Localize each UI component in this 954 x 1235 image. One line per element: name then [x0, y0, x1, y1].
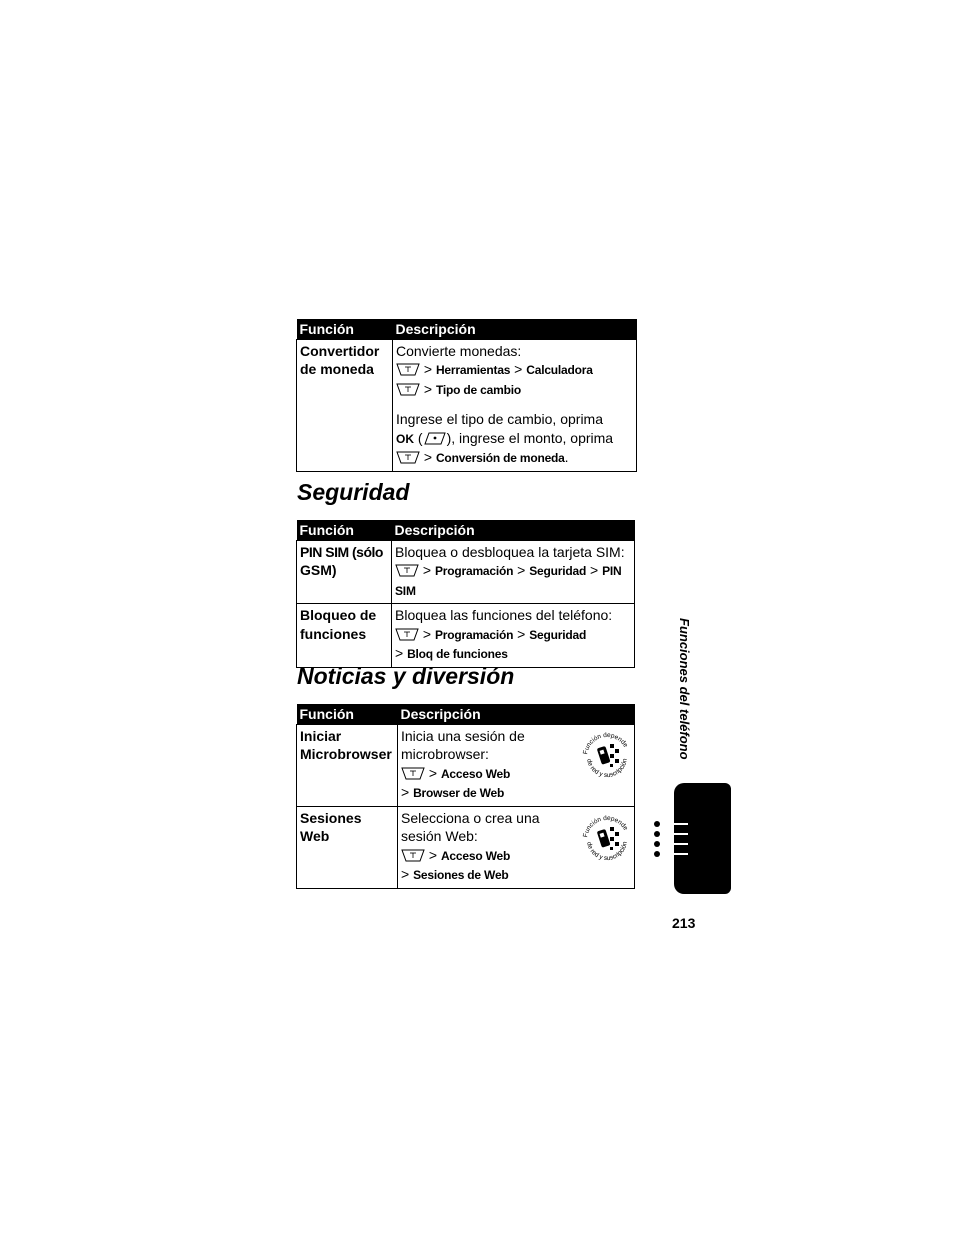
menu-path: > Bloq de funciones: [395, 645, 508, 661]
header-description: Descripción: [393, 319, 637, 339]
svg-text:de red y suscripción: de red y suscripción: [585, 840, 629, 862]
menu-path: [396, 380, 633, 400]
description-text: Bloquea las funciones del teléfono:: [395, 607, 613, 623]
menu-path: > Programación > Seguridad > PIN SIM: [395, 562, 622, 598]
header-function: Función: [297, 704, 398, 724]
instruction-text: Ingrese el tipo de cambio, oprima: [396, 411, 603, 427]
table-row: [297, 604, 635, 668]
header-description: Descripción: [392, 520, 635, 540]
function-cell: [297, 724, 398, 806]
section-title-noticias: Noticias y diversión: [297, 663, 515, 689]
function-name: Convertidor: [300, 342, 380, 359]
menu-path: > Programación > Seguridad: [395, 625, 631, 645]
function-name: de moneda: [300, 361, 374, 377]
menu-item: Programación: [434, 627, 514, 642]
description-cell: [398, 724, 635, 806]
function-name: GSM): [300, 562, 337, 578]
menu-key-icon: [396, 363, 420, 376]
description-cell: [392, 604, 635, 668]
chapter-side-label: Funciones del teléfono: [677, 618, 692, 760]
menu-item: Seguridad: [529, 564, 587, 578]
path-separator: >: [423, 380, 433, 397]
menu-item: PIN SIM: [395, 564, 622, 598]
menu-item: Sesiones de Web: [413, 868, 509, 882]
svg-text:Función depende: Función depende: [582, 814, 630, 838]
description-cell: [393, 339, 637, 471]
menu-item: Programación: [434, 564, 514, 578]
menu-key-icon: [396, 383, 420, 396]
page-number: 213: [672, 915, 696, 931]
menu-key-icon: [395, 564, 419, 577]
table-row: [297, 339, 637, 471]
function-name: Bloqueo de: [300, 607, 377, 623]
menu-path: > Acceso Web: [401, 846, 631, 866]
function-cell: [297, 806, 398, 888]
menu-item: Herramientas: [435, 363, 511, 377]
table-row: [297, 806, 635, 888]
description-cell: [392, 540, 635, 604]
network-dependent-feature-icon: [579, 727, 635, 783]
menu-item: Conversión de moneda: [435, 451, 565, 465]
section-title-seguridad: Seguridad: [297, 479, 410, 505]
menu-key-icon: [395, 628, 419, 641]
path-separator: >: [423, 361, 433, 377]
menu-path: > Conversión de moneda.: [396, 448, 633, 468]
ok-key-label: OK: [396, 431, 414, 446]
function-name: Sesiones Web: [300, 809, 362, 844]
function-cell: [297, 604, 392, 668]
menu-item: Browser de Web: [413, 786, 505, 800]
function-name: PIN SIM (sólo: [300, 543, 383, 560]
menu-path: > Acceso Web: [401, 764, 631, 784]
currency-converter-table: [296, 319, 637, 472]
table-row: [297, 724, 635, 806]
description-text: Bloquea o desbloquea la tarjeta SIM:: [395, 543, 625, 560]
function-cell: [297, 339, 393, 471]
list-icon: [652, 820, 692, 858]
menu-item: Tipo de cambio: [435, 382, 521, 397]
menu-path: > Browser de Web: [401, 784, 505, 800]
svg-text:de red y suscripción: de red y suscripción: [585, 757, 629, 779]
function-name: funciones: [300, 625, 367, 642]
path-separator: >: [423, 449, 433, 465]
svg-text:Función depende: Función depende: [582, 731, 630, 755]
menu-item: Seguridad: [529, 627, 587, 642]
security-table: [296, 520, 635, 668]
description-text: Selecciona o crea una: [401, 809, 540, 826]
menu-item: Bloq de funciones: [407, 647, 508, 661]
menu-item: Acceso Web: [440, 848, 511, 863]
menu-path: > Sesiones de Web: [401, 866, 509, 882]
function-name: Microbrowser: [300, 746, 392, 762]
description-text: Inicia una sesión de: [401, 727, 525, 744]
table-row: [297, 540, 635, 604]
description-cell: [398, 806, 635, 888]
network-dependent-feature-icon: [579, 810, 635, 866]
header-function: Función: [297, 319, 393, 339]
menu-path: [396, 360, 633, 380]
select-key-icon: [423, 431, 447, 446]
description-text: sesión Web:: [401, 828, 478, 844]
path-separator: >: [514, 361, 523, 377]
news-fun-table: [296, 704, 635, 889]
menu-key-icon: [401, 849, 425, 862]
description-text: Convierte monedas:: [396, 342, 522, 359]
menu-item: Calculadora: [526, 363, 593, 377]
function-name: Iniciar: [300, 727, 342, 744]
menu-item: Acceso Web: [440, 766, 511, 781]
header-description: Descripción: [398, 704, 635, 724]
instruction-text: OK ( ), ingrese el monto, oprima: [396, 429, 614, 446]
description-text: microbrowser:: [401, 746, 489, 762]
menu-key-icon: [396, 451, 420, 464]
menu-key-icon: [401, 767, 425, 780]
function-cell: [297, 540, 392, 604]
header-function: Función: [297, 520, 392, 540]
